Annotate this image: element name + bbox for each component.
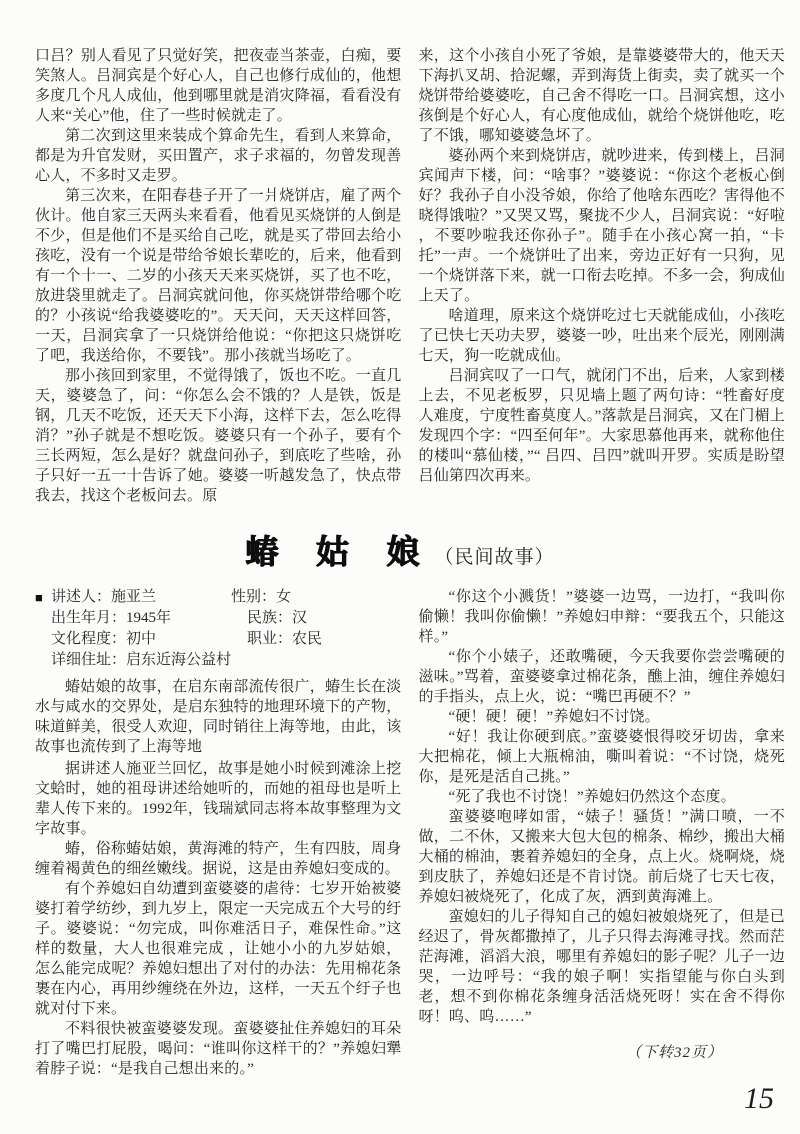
story-subtitle: （民间故事） [434, 547, 555, 568]
metadata-row [35, 650, 402, 671]
address-value: 启东近海公益村 [126, 652, 232, 668]
metadata-row [35, 587, 402, 608]
main-story-right-column [419, 587, 786, 1079]
ethnic-label: 民族： [247, 610, 293, 626]
story-title-block [0, 526, 800, 573]
main-story-left-column [35, 587, 402, 1079]
paragraph: 蛮媳妇的儿子得知自己的媳妇被娘烧死了，但是已经迟了，骨灰都撒掉了，儿子只得去海滩寻找。然而茫茫海滩，滔滔大浪，哪里有养媳妇的影子呢？儿子一边哭，一边呼号：“我的娘子啊！实指望能与你白头到老，想不到你棉花条缠身活活烧死呀！实在舍不得你呀！呜、呜……” [418, 909, 785, 1025]
occupation-value: 农民 [292, 631, 323, 647]
paragraph: 有个养媳妇自幼遭到蛮婆婆的虐待：七岁开始被婆婆打着学纺纱，到九岁上，限定一天完成五个大号的纡子。婆婆说：“勿完成，叫你难活日子，难保性命。”这样的数量，大人也很难完成 ，让她小小的九岁姑娘，怎么能完成呢？养媳妇想出了对付的办法：先用棉花条裹在内心，再用纱缠绕在外边，这样，一天五个纡子也就对付下来。 [35, 881, 402, 1017]
narrator-value: 施亚兰 [111, 589, 157, 605]
metadata-row [35, 608, 402, 629]
paragraph: 啥道理，原来这个烧饼吃过七天就能成仙，小孩吃了已快七天功夫罗，婆婆一吵，吐出来个辰光，刚刚满七天，狗一吃就成仙。 [418, 308, 785, 364]
gender-value: 女 [276, 589, 292, 605]
paragraph: “你这个小溅货！”婆婆一边骂，一边打，“我叫你偷懒！我叫你偷懒！”养媳妇申辩：“要我五个，只能这样。” [418, 589, 785, 645]
education-value: 初中 [126, 631, 157, 647]
paragraph: “死了我也不讨饶！”养媳妇仍然这个态度。 [448, 789, 736, 805]
narrator-label: 讲述人： [51, 589, 112, 605]
birth-value: 1945年 [126, 610, 172, 626]
paragraph: “你个小婊子，还敢嘴硬，今天我要你尝尝嘴硬的滋味。”骂着，蛮婆婆拿过棉花条，醮上油，缠住养媳妇的手指头，点上火，说：“嘴巴再硬不？” [418, 649, 785, 705]
paragraph: 不料很快被蛮婆婆发现。蛮婆婆扯住养媳妇的耳朵打了嘴巴打屁股，喝问：“谁叫你这样干的？”养媳妇犟着脖子说：“是我自己想出来的。” [35, 1021, 402, 1077]
metadata-row [35, 629, 402, 650]
top-story-section [0, 0, 800, 506]
paragraph: “硬！硬！硬！”养媳妇不讨饶。 [448, 709, 660, 725]
bullet-square-icon: ■ [35, 590, 43, 605]
birth-label: 出生年月： [51, 610, 127, 626]
paragraph: 吕洞宾叹了一口气，就闭门不出，后来，人家到楼上去，不见老板罗，只见墙上题了两句诗：“牲畜好度人难度，宁度牲畜莫度人。”落款是吕洞宾，又在门楣上发现四个字：“四至何年”。大家思慕他再来，就称他住的楼叫“慕仙楼，”“ 吕四、吕四”就叫开罗。实质是盼望吕仙第四次再来。 [418, 368, 785, 484]
paragraph: 那小孩回到家里，不觉得饿了，饭也不吃。一直几天，婆婆急了，问：“你怎么会不饿的？人是铁，饭是钢，几天不吃饭，还天天下小海，这样下去，怎么吃得消？”孙子就是不想吃饭。婆婆只有一个孙子，要有个三长两短，怎么是好？就盘问孙子，到底吃了些啥，孙子只好一五一十告诉了她。婆婆一听越发急了，快点带我去，找这个老板问去。原 [35, 368, 402, 504]
paragraph: 据讲述人施亚兰回忆，故事是她小时候到滩涂上挖文蛤时，她的祖母讲述给她听的，而她的祖母也是听上辈人传下来的。1992年，钱瑞斌同志将本故事整理为文字故事。 [35, 761, 402, 837]
paragraph: 婆孙两个来到烧饼店，就吵进来，传到楼上，吕洞宾闻声下楼，问：“啥事？”婆婆说：“你这个老板心倒好？我孙子自小没爷娘，你给了他啥东西吃？害得他不晓得饿啦？”又哭又骂，聚拢不少人，吕洞宾说：“好啦 ，不要吵啦我还你孙子”。随手在小孩心窝一拍，“卡托”一声。一个烧饼吐了出来，旁边正好有一只狗，见一个烧饼落下来，就一口衔去吃掉。不多一会，狗成仙上天了。 [418, 148, 785, 304]
occupation-label: 职业： [247, 631, 293, 647]
education-label: 文化程度： [51, 631, 127, 647]
paragraph: 蝽，俗称蝽姑娘，黄海滩的特产，生有四肢，周身缠着褐黄色的细丝嫩线。据说，这是由养媳妇变成的。 [35, 841, 402, 877]
top-story-right-column [419, 46, 786, 506]
paragraph: 蝽姑娘的故事，在启东南部流传很广，蝽生长在淡水与咸水的交界处，是启东独特的地理环境下的产物，味道鲜美，很受人欢迎，同时销往上海等地，由此，该故事也流传到了上海等地 [35, 679, 402, 755]
main-story-section [0, 587, 800, 1079]
ethnic-value: 汉 [292, 610, 308, 626]
narrator-metadata [35, 587, 402, 671]
gender-label: 性别： [231, 589, 277, 605]
paragraph: 蛮婆婆咆哮如雷，“婊子！骚货！”满口喷，一不做，二不休，又搬来大包大包的棉条、棉纱，搬出大桶大桶的棉油，裹着养媳妇的全身，点上火。烧啊烧，烧到皮肤了，养媳妇还是不肯讨饶。前后烧了七天七夜，养媳妇被烧死了，化成了灰，洒到黄海滩上。 [418, 809, 785, 905]
story-title: 蝽 姑 娘 [245, 532, 433, 571]
paragraph: 来，这个小孩自小死了爷娘，是靠婆婆带大的，他天天下海扒叉胡、拾泥螺，弄到海货上街卖，卖了就买一个烧饼带给婆婆吃，自己舍不得吃一口。吕洞宾想，这小孩倒是个好心人，有心度他成仙，就给个烧饼他吃，吃了不饿，哪知婆婆急坏了。 [418, 48, 785, 144]
address-label: 详细住址： [51, 652, 127, 668]
page-number: 15 [744, 1082, 774, 1115]
paragraph: “好！我让你硬到底。”蛮婆婆恨得咬牙切齿，拿来大把棉花，倾上大瓶棉油，嘶叫着说：“不讨饶，烧死你，是死是活自己挑。” [418, 729, 785, 785]
top-story-left-column [35, 46, 402, 506]
paragraph: 第三次来，在阳春巷子开了一爿烧饼店，雇了两个伙计。他自家三天两头来看看，他看见买烧饼的人倒是不少，但是他们不是买给自己吃，就是买了带回去给小孩吃，没有一个说是带给爷娘长辈吃的，后来，他看到有一个十一、二岁的小孩天天来买烧饼，买了也不吃，放进袋里就走了。吕洞宾就问他，你买烧饼带给哪个吃的？小孩说“给我婆婆吃的”。天天问，天天这样回答，一天，吕洞宾拿了一只烧饼给他说：“你把这只烧饼吃了吧，我送给你，不要钱”。那小孩就当场吃了。 [35, 188, 402, 364]
continuation-note: （下转32页） [625, 1045, 723, 1061]
paragraph: 口吕？别人看见了只觉好笑，把夜壶当茶壶，白痴，要笑煞人。吕洞宾是个好心人，自己也修行成仙的，他想多度几个凡人成仙，他到哪里就是消灾降福，看看没有人来“关心”他，住了一些时候就走了。 [35, 48, 402, 124]
paragraph: 第二次到这里来装成个算命先生，看到人来算命，都是为升官发财，买田置产，求子求福的，勿曾发现善心人，不多时又走罗。 [35, 128, 402, 184]
